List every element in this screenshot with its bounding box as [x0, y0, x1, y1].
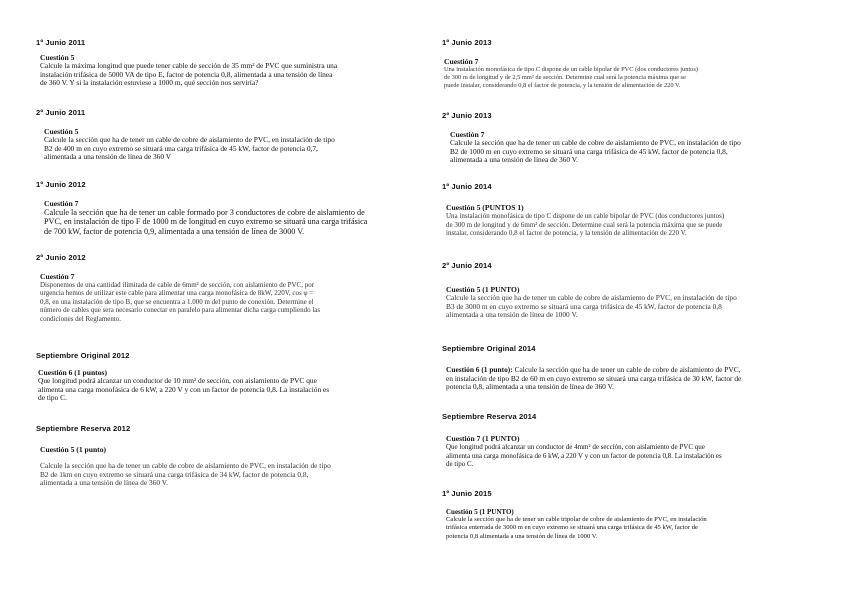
section-septiembre-original-2012 [36, 351, 329, 403]
question-line: alimentada a una tensión de línea de 1000 V. [446, 310, 578, 320]
question-text [40, 62, 337, 88]
question-line: de tipo C. [446, 460, 474, 469]
question-line: Que longitud podrá alcanzar un conductor de 10 mm² de sección, con aislamiento de PVC que [38, 376, 317, 385]
question-line: alimentada a una tensión de línea de 360 V. [40, 478, 168, 488]
question-line: potencia 0,8, alimentada a una tensión de línea de 360 V. [446, 382, 614, 392]
question-line: de tipo C. [38, 393, 67, 403]
question-line: instalación trifásica de 5000 VA de tipo E, factor de potencia 0,8, alimentada a una tensión de línea [40, 69, 333, 79]
question-line: de 700 kW, factor de potencia 0,9, alimentada a una tensión de línea de 3000 V. [44, 226, 305, 236]
question-line: Calcule la sección que ha de tener un cable de cobre de aislamiento de PVC, en instalación de tipo [446, 293, 737, 302]
section-septiembre-original-2014 [442, 344, 741, 392]
question-line: de 360 V. Y si la instalación estuviese a 1000 m, qué sección nos serviría? [40, 78, 259, 88]
question-line: Calcule la máxima longitud que puede tener cable de sección de 35 mm² de PVC que suministra una [40, 61, 338, 70]
section-1-junio-2012 [36, 180, 367, 236]
question-title: Cuestión 5 [44, 127, 79, 136]
section-heading: 2º Junio 2013 [442, 111, 492, 120]
question-lead: Calcule la sección que ha de tener un cable de cobre de aislamiento de PVC, [514, 365, 741, 374]
question-line: trifásica enterrada de 3000 m en cuyo extremo se situará una carga trifásica de 45 kW, factor de [446, 524, 698, 532]
question-text [44, 136, 335, 162]
question-title: Cuestión 5 [40, 53, 75, 62]
question-line: B2 de 1000 m en cuyo extremo se situará una carga trifásica de 45 kW, factor de potencia 0,8, [450, 146, 728, 156]
question-line: Calcule la sección que ha de tener un cable de cobre de aislamiento de PVC, en instalación de tipo [450, 138, 741, 147]
question-text [38, 377, 329, 403]
question-line: de 300 m de longitud y de 6mm² de sección. Determine cual será la potencia máxima que se puede [446, 220, 723, 229]
question-title: Cuestión 5 (1 punto) [40, 445, 107, 454]
section-heading: 1º Junio 2013 [442, 38, 492, 47]
section-septiembre-reserva-2014 [442, 412, 722, 469]
section-heading: Septiembre Reserva 2014 [442, 412, 537, 421]
section-heading: Septiembre Original 2014 [442, 344, 536, 353]
section-heading: 2º Junio 2014 [442, 261, 492, 270]
section-1-junio-2014 [442, 182, 724, 238]
question-line: Una instalación monofásica de tipo C dispone de un cable bipolar de PVC (dos conductores juntos) [446, 212, 725, 220]
question-line: en instalación de tipo B2 de 60 m en cuyo extremo se situará una carga trifásica de 30 kW, factor de [446, 373, 742, 383]
question-text [450, 139, 741, 165]
section-2-junio-2014 [442, 261, 737, 320]
question-line: alimenta una carga monofásica de 6 kW, a 220 V y con un factor de potencia 0,8. La instalación es [38, 384, 330, 394]
section-heading: 2º Junio 2012 [36, 253, 86, 262]
question-line: B2 de 400 m en cuyo extremo se situará una carga trifásica de 45 kW, factor de potencia 0,7, [44, 143, 318, 153]
section-heading: Septiembre Reserva 2012 [36, 424, 131, 433]
question-line: Calcule la sección que ha de tener un cable tripolar de cobre de aislamiento de PVC, en instalación [446, 516, 707, 523]
section-1-junio-2015 [442, 489, 707, 541]
question-text [40, 462, 331, 488]
question-title: Cuestión 5 (1 PUNTO) [446, 285, 520, 294]
question-line: Calcule la sección que ha de tener un cable formado por 3 conductores de cobre de aislamiento de [44, 208, 365, 217]
section-heading: 1º Junio 2012 [36, 180, 86, 189]
question-title: Cuestión 7 [40, 272, 75, 281]
question-line: 0,8, en una instalación de tipo B, que se encuentra a 1.000 m del punto de conexión. Determine el [40, 297, 314, 306]
question-title: Cuestión 6 (1 puntos) [38, 368, 107, 377]
question-text [446, 212, 724, 238]
question-line: Una instalación monofásica de tipo C dispone de un cable bipolar de PVC (dos conductores juntos) [444, 66, 698, 73]
section-septiembre-reserva-2012 [36, 424, 331, 488]
question-text [444, 66, 698, 90]
question-title: Cuestión 5 (PUNTOS 1) [446, 203, 524, 212]
section-heading: Septiembre Original 2012 [36, 351, 130, 360]
section-heading: 1º Junio 2015 [442, 489, 492, 498]
question-title: Cuestión 6 (1 punto): [446, 365, 513, 374]
question-line: Disponemos de una cantidad ilimitada de cable de 6mm² de sección, con aislamiento de PVC, por [40, 281, 315, 289]
section-2-junio-2012 [36, 253, 320, 323]
question-line: alimentada a una tensión de línea de 360 V [44, 152, 172, 162]
question-line: condiciones del Reglamento. [40, 314, 122, 323]
question-title: Cuestión 7 (1 PUNTO) [446, 434, 520, 443]
question-line: alimentada a una tensión de línea de 360 V. [450, 155, 578, 165]
section-heading: 1º Junio 2014 [442, 182, 492, 191]
section-heading: 1º Junio 2011 [36, 38, 86, 47]
question-line: número de cables que sera necesario conectar en paralelo para alimentar dicha carga cumpliendo las [40, 306, 321, 315]
question-line: Calcule la sección que ha de tener un cable de cobre de aislamiento de PVC, en instalación de tipo [44, 135, 335, 144]
section-1-junio-2013 [442, 38, 698, 90]
question-text [446, 443, 722, 469]
question-title: Cuestión 7 [444, 57, 479, 66]
question-line: PVC, en instalación de tipo F de 1000 m de longitud en cuyo extremo se situará una carga trifásica [44, 217, 368, 227]
question-text [446, 366, 741, 392]
question-text [446, 516, 707, 541]
question-line: alimenta una carga monofásica de 6 kW, a 220 V y con un factor de potencia 0,8. La instalación es [446, 451, 722, 460]
question-line: potencia 0,8 alimentada a una tensión de línea de 1000 V. [446, 532, 598, 540]
section-1-junio-2011 [36, 38, 337, 88]
question-text [40, 281, 320, 323]
question-line: puede instalar, considerando 0,8 el factor de potencia, y la tensión de alimentación de 220 V. [444, 82, 681, 89]
question-line: instalar, considerando 0,8 el factor de potencia, y la tensión de alimentación de 220 V. [446, 229, 687, 238]
section-2-junio-2011 [36, 108, 335, 162]
question-line: Calcule la sección que ha de tener un cable de cobre de aislamiento de PVC, en instalación de tipo [40, 461, 331, 470]
section-2-junio-2013 [442, 111, 741, 165]
question-text [446, 294, 737, 320]
section-heading: 2º Junio 2011 [36, 108, 86, 117]
question-line: urgencia hemos de utilizar este cable para alimentar una carga monofásica de 8kW, 220V, cos φ = [40, 289, 314, 298]
question-line: B3 de 3000 m en cuyo extremo se situará una carga trifásica de 45 kW, factor de potencia 0,8 [446, 301, 722, 311]
question-title: Cuestión 7 [44, 199, 79, 208]
question-line: Que longitud podrá alcanzar un conductor de 4mm² de sección, con aislamiento de PVC que [446, 443, 705, 451]
question-title: Cuestión 5 (1 PUNTO) [446, 508, 514, 516]
question-line: B2 de 1km en cuyo extremo se situará una carga trifásica de 34 kW, factor de potencia 0,8, [40, 469, 309, 479]
question-title: Cuestión 7 [450, 130, 485, 139]
question-text [44, 208, 367, 236]
question-line: de 300 m de longitud y de 2,5 mm² de sección. Determine cual será la potencia máxima que se [444, 74, 686, 81]
